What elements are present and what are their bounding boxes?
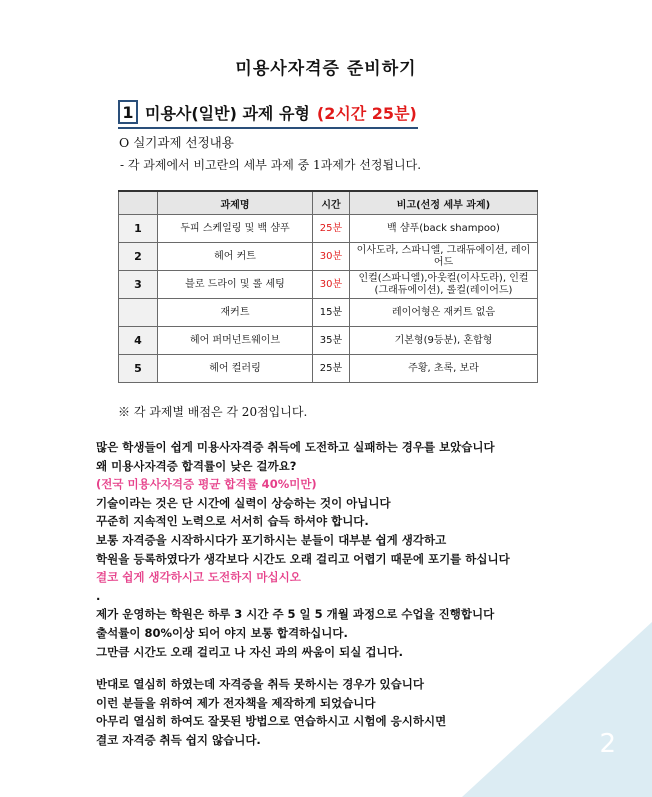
table-row [119,215,538,243]
body-line: 제가 운영하는 학원은 하루 3 시간 주 5 일 5 개월 과정으로 수업을 진행합니다 [96,607,495,622]
body-line: 출석률이 80%이상 되어 야지 보통 합격하십니다. [96,625,348,640]
table-row [119,243,538,271]
body-line: 기술이라는 것은 단 시간에 실력이 상승하는 것이 아닙니다 [96,495,391,510]
header-task-name: 과제명 [158,191,313,215]
task-table [118,190,538,383]
table-row [119,327,538,355]
body-line: 반대로 열심히 하였는데 자격증을 취득 못하시는 경우가 있습니다 [96,677,424,692]
row-time: 25분 [313,215,350,243]
row-time: 15분 [313,299,350,327]
body-line: 아무리 열심히 하여도 잘못된 방법으로 연습하시고 시험에 응시하시면 [96,714,447,729]
row-task-name: 헤어 커트 [158,243,313,271]
section-time: (2시간 25분) [316,103,417,123]
row-note: 레이어형은 재커트 없음 [350,299,538,327]
body-line: 결코 자격증 취득 쉽지 않습니다. [96,732,261,747]
row-note: 주황, 초록, 보라 [350,355,538,383]
row-note: 기본형(9등분), 혼합형 [350,327,538,355]
header-number [119,191,158,215]
table-row [119,271,538,299]
body-line: 많은 학생들이 쉽게 미용사자격증 취득에 도전하고 실패하는 경우를 보았습니다 [96,440,495,454]
header-time: 시간 [313,191,350,215]
row-number [119,299,158,327]
row-task-name: 헤어 컬러링 [158,355,313,383]
row-number: 1 [119,215,158,243]
row-task-name: 재커트 [158,299,313,327]
body-line: 왜 미용사자격증 합격률이 낮은 걸까요? [96,458,297,473]
sub-heading: O 실기과제 선정내용 [119,135,234,150]
row-note: 백 샴푸(back shampoo) [350,215,538,243]
row-number: 5 [119,355,158,383]
body-line: 보통 자격증을 시작하시다가 포기하시는 분들이 대부분 쉽게 생각하고 [96,532,447,547]
table-row [119,299,538,327]
row-task-name: 블로 드라이 및 롤 세팅 [158,271,313,299]
sub-description: - 각 과제에서 비고란의 세부 과제 중 1과제가 선정됩니다. [120,158,422,172]
row-time: 30분 [313,271,350,299]
table-header-row [119,191,538,215]
score-note: ※ 각 과제별 배점은 각 20점입니다. [118,405,308,419]
body-text [96,438,616,750]
page-title: 미용사자격증 준비하기 [235,59,417,79]
body-line: 그만큼 시간도 오래 걸리고 나 자신 과의 싸움이 되실 겁니다. [96,644,404,659]
body-line: 학원을 등록하였다가 생각보다 시간도 오래 걸리고 어렵기 때문에 포기를 하십니다 [96,551,510,566]
page-number: 2 [599,729,616,759]
section-number-box: 1 [118,100,138,124]
paragraph-gap [96,661,616,675]
row-time: 30분 [313,243,350,271]
body-line: . [96,588,101,603]
row-time: 35분 [313,327,350,355]
row-number: 3 [119,271,158,299]
header-note: 비고(선정 세부 과제) [350,191,538,215]
table-row [119,355,538,383]
row-number: 4 [119,327,158,355]
section-label: 미용사(일반) 과제 유형 [145,103,310,123]
row-task-name: 헤어 퍼머넌트웨이브 [158,327,313,355]
body-line-highlight: 결코 쉽게 생각하시고 도전하지 마십시오 [96,570,301,585]
row-number: 2 [119,243,158,271]
body-line: 이런 분들을 위하여 제가 전자책을 제작하게 되었습니다 [96,695,376,710]
row-time: 25분 [313,355,350,383]
row-note: 인컬(스파니엘),아웃컬(이사도라), 인컬(그래듀에이션), 롤컬(레이어드) [350,271,538,299]
body-line: 꾸준히 지속적인 노력으로 서서히 습득 하셔야 합니다. [96,514,369,529]
body-line-highlight: (전국 미용사자격증 평균 합격률 40%미만) [96,477,317,492]
row-note: 이사도라, 스파니엘, 그래듀에이션, 레이어드 [350,243,538,271]
row-task-name: 두피 스케일링 및 백 샴푸 [158,215,313,243]
section-heading [118,97,418,129]
